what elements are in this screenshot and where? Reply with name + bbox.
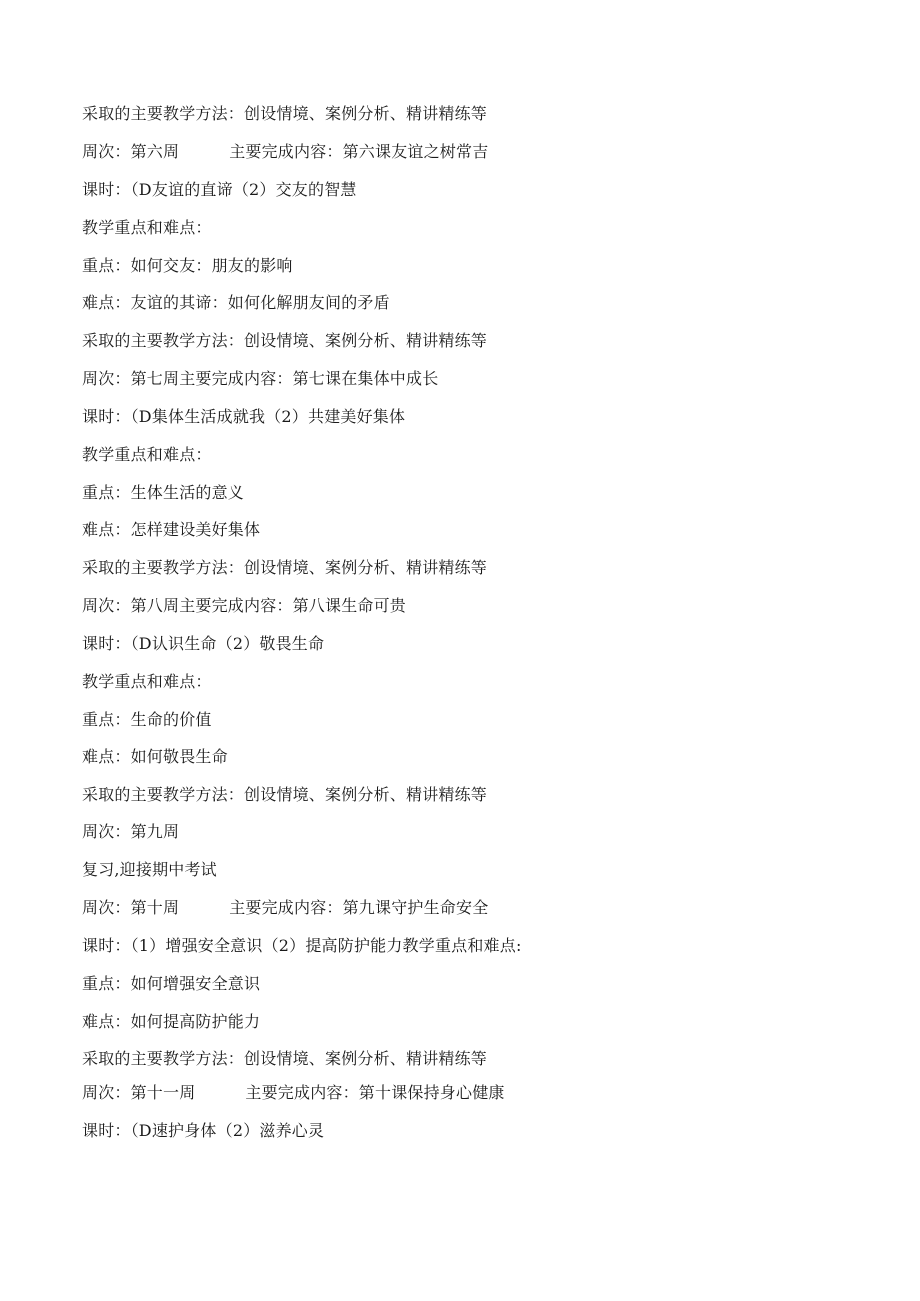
text-line: 复习,迎接期中考试 — [82, 860, 217, 879]
text-line: 采取的主要教学方法：创设情境、案例分析、精讲精练等 — [82, 331, 488, 350]
text-line: 课时：（1）增强安全意识（2）提高防护能力教学重点和难点: — [82, 936, 522, 955]
text-line: 教学重点和难点： — [82, 672, 212, 691]
text-line: 课时：（D友谊的直谛（2）交友的智慧 — [82, 180, 357, 199]
content-label: 主要完成内容：第九课守护生命安全 — [229, 898, 489, 917]
text-line: 采取的主要教学方法：创设情境、案例分析、精讲精练等 — [82, 558, 488, 577]
text-line: 重点：生体生活的意义 — [82, 483, 245, 502]
week-label: 周次：第十一周 — [82, 1083, 196, 1102]
text-line: 周次：第八周主要完成内容：第八课生命可贵 — [82, 596, 407, 615]
content-label: 主要完成内容：第十课保持身心健康 — [245, 1083, 505, 1102]
text-line: 课时：（D集体生活成就我（2）共建美好集体 — [82, 407, 406, 426]
text-line: 周次：第九周 — [82, 822, 180, 841]
content-label: 主要完成内容：第六课友谊之树常吉 — [229, 142, 489, 161]
text-line: 难点：如何敬畏生命 — [82, 747, 228, 766]
text-line: 难点：如何提高防护能力 — [82, 1012, 261, 1031]
week-label: 周次：第十周 — [82, 898, 180, 917]
text-line: 采取的主要教学方法：创设情境、案例分析、精讲精练等 — [82, 104, 488, 123]
text-line: 难点：怎样建设美好集体 — [82, 520, 261, 539]
text-line: 课时：（D速护身体（2）滋养心灵 — [82, 1121, 325, 1140]
text-line: 课时：（D认识生命（2）敬畏生命 — [82, 634, 325, 653]
text-line — [82, 898, 488, 918]
text-line: 重点：如何交友：朋友的影响 — [82, 256, 293, 275]
text-line — [82, 1083, 505, 1103]
text-line: 重点：如何增强安全意识 — [82, 974, 261, 993]
text-line: 教学重点和难点： — [82, 218, 212, 237]
text-line — [82, 142, 488, 162]
text-line: 难点：友谊的其谛：如何化解朋友间的矛盾 — [82, 293, 390, 312]
week-label: 周次：第六周 — [82, 142, 180, 161]
text-line: 重点：生命的价值 — [82, 710, 212, 729]
text-line: 周次：第七周主要完成内容：第七课在集体中成长 — [82, 369, 439, 388]
text-line: 教学重点和难点： — [82, 445, 212, 464]
text-line: 采取的主要教学方法：创设情境、案例分析、精讲精练等 — [82, 1049, 488, 1068]
text-line: 采取的主要教学方法：创设情境、案例分析、精讲精练等 — [82, 785, 488, 804]
